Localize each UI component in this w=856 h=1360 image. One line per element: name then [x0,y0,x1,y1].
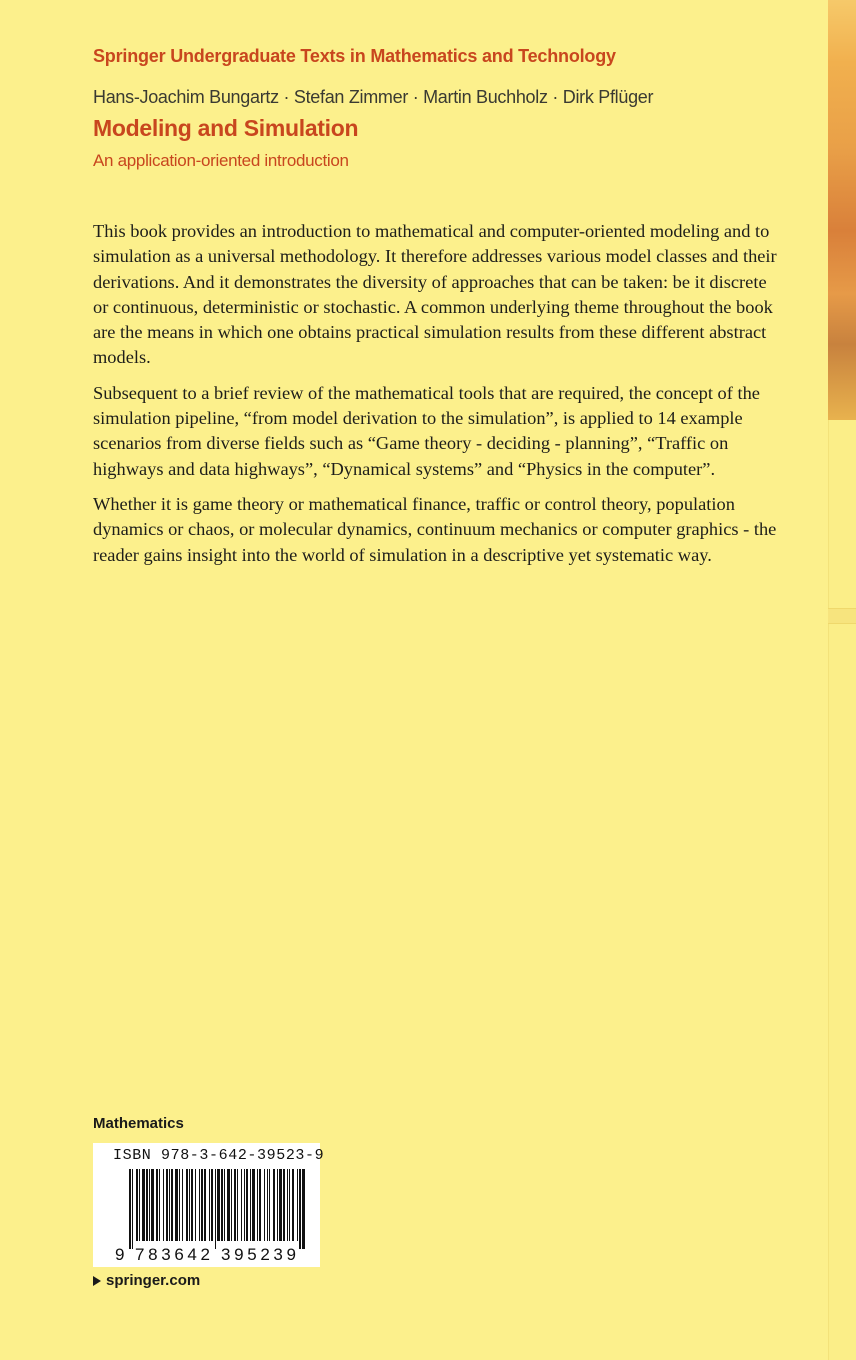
barcode-bar [277,1169,278,1241]
barcode-bar [195,1169,196,1241]
barcode-bars [129,1169,305,1249]
barcode-bar [146,1169,148,1241]
barcode-bar [149,1169,150,1241]
barcode-bar [289,1169,290,1241]
barcode-lead-digit: 9 [115,1245,125,1264]
barcode-bar [221,1169,223,1241]
blurb-paragraph: This book provides an introduction to mathematical and computer-oriented modeling and to simulation as a universal methodology. It therefore addresses various model classes and their derivations. And it demonstrates the diversity of approaches that can be taken: be it discrete or continuous, deterministic or stochastic. A common underlying theme throughout the book are the means in which one obtains practical simulation results from these different abstract models. [93,221,777,368]
barcode-bar [201,1169,203,1241]
book-title: Modeling and Simulation [93,115,359,141]
barcode-bar [297,1169,298,1241]
isbn-label: ISBN 978-3-642-39523-9 [113,1147,325,1164]
barcode-bar [273,1169,275,1241]
barcode-bar [169,1169,170,1241]
barcode-bar [166,1169,168,1241]
barcode-bar [241,1169,242,1241]
barcode-bar [211,1169,213,1241]
barcode-bar [175,1169,178,1241]
barcode-bar [142,1169,145,1241]
spine-band [828,608,856,624]
barcode-digits-right: 395239 [221,1245,296,1264]
barcode-bar [231,1169,232,1241]
barcode-bar [246,1169,248,1241]
barcode-bar [186,1169,188,1241]
authors: Hans-Joachim Bungartz · Stefan Zimmer · Martin Buchholz · Dirk Pflüger [93,87,654,107]
barcode-bar [215,1169,216,1249]
barcode-bar [283,1169,285,1241]
barcode-bar [204,1169,206,1241]
barcode-bar [129,1169,131,1249]
series-title: Springer Undergraduate Texts in Mathematics and Technology [93,46,616,66]
barcode-bar [191,1169,193,1241]
barcode-digits-left: 783642 [135,1245,210,1264]
isbn-barcode [93,1143,325,1267]
barcode-bar [224,1169,225,1241]
barcode-bar [269,1169,270,1241]
blurb-paragraph: Subsequent to a brief review of the mathematical tools that are required, the concept of the simulation pipeline, “from model derivation to the simulation”, is applied to 14 example scenarios from diverse fields such as “Game theory - deciding - planning”, “Traffic on highways and data highways”, “Dynamical systems” and “Physics in the computer”. [93,382,760,479]
barcode-bar [244,1169,245,1241]
book-subtitle: An application-oriented introduction [93,151,349,170]
barcode-bar [259,1169,261,1241]
barcode-bar [156,1169,158,1241]
barcode-graphic [93,1143,320,1267]
barcode-bar [209,1169,210,1241]
barcode-bar [159,1169,160,1241]
barcode-bar [179,1169,180,1241]
barcode-bar [136,1169,138,1241]
blurb-paragraph: Whether it is game theory or mathematical finance, traffic or control theory, population dynamics or chaos, or molecular dynamics, continuum mechanics or computer graphics - the reader gains insight into the world of simulation in a descriptive yet systematic way. [93,493,777,565]
barcode-bar [189,1169,190,1241]
barcode-bar [287,1169,288,1241]
barcode-bar [237,1169,238,1241]
barcode-bar [252,1169,255,1241]
barcode-bar [151,1169,154,1241]
barcode-bar [250,1169,251,1241]
barcode-bar [234,1169,236,1241]
barcode-bar [163,1169,164,1241]
barcode-bar [267,1169,268,1241]
barcode-bar [299,1169,301,1249]
barcode-bar [132,1169,133,1249]
barcode-bar [279,1169,282,1241]
barcode-bar [302,1169,305,1249]
barcode-bar [182,1169,183,1241]
publisher-website-link[interactable] [93,1272,200,1289]
barcode-bar [264,1169,265,1241]
barcode-bar [257,1169,258,1241]
barcode-bar [292,1169,294,1241]
barcode-bar [139,1169,140,1241]
subject-category: Mathematics [93,1115,184,1132]
barcode-bar [227,1169,230,1241]
barcode-bar [199,1169,200,1241]
blurb [93,219,783,578]
publisher-website-text: springer.com [106,1272,201,1289]
barcode-bar [171,1169,173,1241]
arrow-right-icon [93,1276,101,1286]
barcode-bar [217,1169,220,1241]
spine-photo [828,0,856,420]
